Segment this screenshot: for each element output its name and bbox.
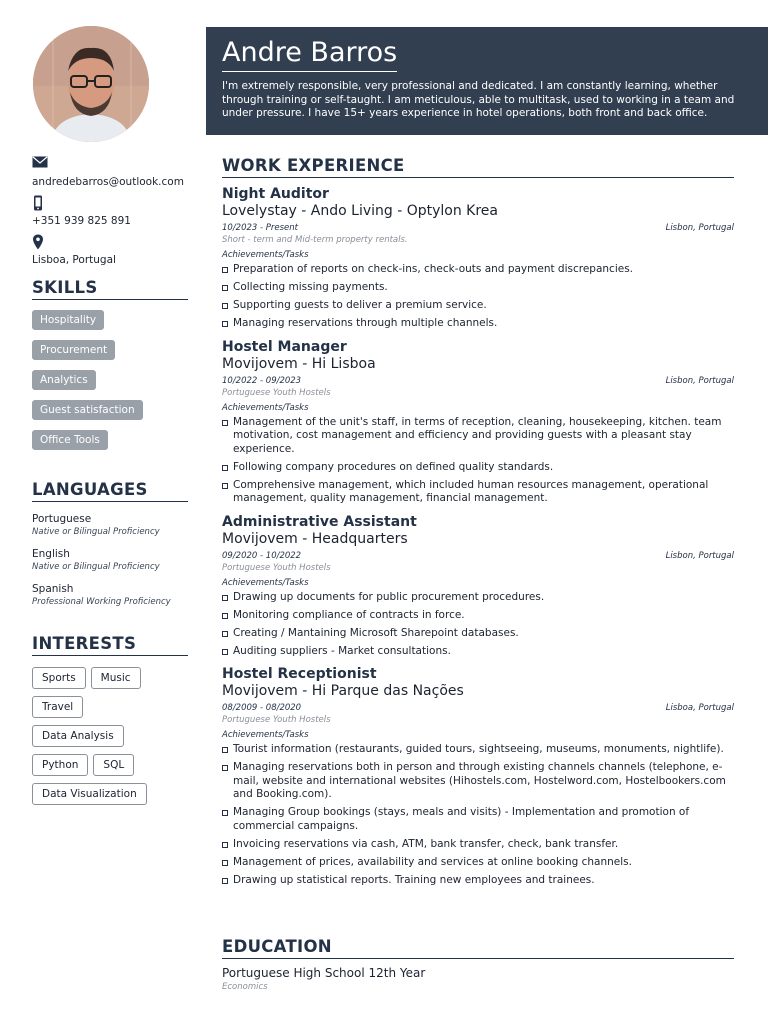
task-item: Managing reservations both in person and through existing channels channels (telephone, e-mail, website and international websites (Hihostels.com, Hostelword.com, Hostelbookers.com and Booking.com). xyxy=(222,761,734,802)
job-entry xyxy=(222,666,734,887)
job-meta xyxy=(222,375,734,387)
skill-pill: Office Tools xyxy=(32,430,108,450)
skill-pill: Guest satisfaction xyxy=(32,400,143,420)
job-description: Portuguese Youth Hostels xyxy=(222,387,331,398)
sidebar xyxy=(32,26,188,811)
languages-heading: LANGUAGES xyxy=(32,480,188,502)
job-meta xyxy=(222,702,734,714)
job-location: Lisboa, Portugal xyxy=(665,703,734,713)
contact-phone xyxy=(32,195,188,228)
job-title: Hostel Receptionist xyxy=(222,666,377,682)
task-item: Management of the unit's staff, in terms of reception, cleaning, housekeeping, kitchen. team motivation, cost management and efficiency and providing guests with a pleasant stay experience. xyxy=(222,416,734,457)
interest-pill: SQL xyxy=(93,754,134,776)
job-company: Movijovem - Headquarters xyxy=(222,530,408,547)
job-meta xyxy=(222,222,734,234)
interest-pill: Sports xyxy=(32,667,86,689)
education-field: Economics xyxy=(222,982,268,992)
job-dates: 09/2020 - 10/2022 xyxy=(222,550,302,561)
phone-icon xyxy=(32,195,188,211)
task-item: Tourist information (restaurants, guided tours, sightseeing, museums, monuments, nightlife). xyxy=(222,743,734,757)
job-company: Movijovem - Hi Lisboa xyxy=(222,355,376,372)
task-list xyxy=(222,416,734,506)
job-location: Lisbon, Portugal xyxy=(665,375,734,386)
job-company: Movijovem - Hi Parque das Nações xyxy=(222,683,464,699)
task-item: Managing Group bookings (stays, meals and visits) - Implementation and promotion of commercial campaigns. xyxy=(222,806,734,833)
interest-pill: Data Analysis xyxy=(32,725,124,747)
candidate-name: Andre Barros xyxy=(222,37,397,72)
language-level: Native or Bilingual Proficiency xyxy=(32,562,160,572)
interests-list xyxy=(32,666,192,811)
task-item: Supporting guests to deliver a premium service. xyxy=(222,299,734,313)
task-item: Monitoring compliance of contracts in force. xyxy=(222,609,734,623)
task-item: Following company procedures on defined quality standards. xyxy=(222,461,734,475)
task-list xyxy=(222,743,734,887)
job-company: Lovelystay - Ando Living - Optylon Krea xyxy=(222,203,499,219)
task-item: Managing reservations through multiple channels. xyxy=(222,317,734,331)
achievements-label: Achievements/Tasks xyxy=(222,730,309,740)
language-level: Professional Working Proficiency xyxy=(32,597,171,607)
education-heading: EDUCATION xyxy=(222,937,734,959)
header-banner xyxy=(206,27,768,135)
task-item: Invoicing reservations via cash, ATM, bank transfer, check, bank transfer. xyxy=(222,838,734,852)
job-entry xyxy=(222,514,734,659)
interest-pill: Travel xyxy=(32,696,83,718)
skills-section xyxy=(32,278,188,450)
education-section xyxy=(222,937,734,993)
job-location: Lisbon, Portugal xyxy=(665,550,734,561)
job-description: Portuguese Youth Hostels xyxy=(222,562,331,573)
task-item: Drawing up statistical reports. Training new employees and trainees. xyxy=(222,874,734,888)
job-dates: 10/2023 - Present xyxy=(222,223,299,233)
job-location: Lisbon, Portugal xyxy=(665,223,734,233)
task-item: Collecting missing payments. xyxy=(222,281,734,295)
language-item xyxy=(32,547,188,573)
contact-location xyxy=(32,234,188,267)
skill-pill: Analytics xyxy=(32,370,96,390)
work-experience-section xyxy=(222,156,734,892)
work-experience-heading: WORK EXPERIENCE xyxy=(222,156,734,178)
job-description: Short - term and Mid-term property rentals. xyxy=(222,235,408,245)
task-item: Management of prices, availability and services at online booking channels. xyxy=(222,856,734,870)
education-school: Portuguese High School 12th Year xyxy=(222,966,426,980)
skill-pill: Procurement xyxy=(32,340,115,360)
task-item: Creating / Mantaining Microsoft Sharepoint databases. xyxy=(222,627,734,641)
profile-photo-image xyxy=(33,26,149,142)
profile-summary: I'm extremely responsible, very professional and dedicated. I am constantly learning, whether through training or self-taught. I am meticulous, able to multitask, used to working in a team and under pressure. I have 15+ years experience in hotel operations, both front and back office. xyxy=(222,80,735,119)
job-description: Portuguese Youth Hostels xyxy=(222,715,331,725)
task-item: Drawing up documents for public procurement procedures. xyxy=(222,591,734,605)
skills-list xyxy=(32,310,188,450)
job-entry xyxy=(222,186,734,331)
language-item xyxy=(32,582,188,608)
skill-pill: Hospitality xyxy=(32,310,104,330)
achievements-label: Achievements/Tasks xyxy=(222,250,309,260)
task-item: Auditing suppliers - Market consultations. xyxy=(222,645,734,659)
task-list xyxy=(222,263,734,331)
task-item: Preparation of reports on check-ins, check-outs and payment discrepancies. xyxy=(222,263,734,277)
location-text: Lisboa, Portugal xyxy=(32,254,116,266)
job-dates: 08/2009 - 08/2020 xyxy=(222,703,302,713)
job-title: Night Auditor xyxy=(222,186,329,202)
language-item xyxy=(32,512,188,538)
skills-heading: SKILLS xyxy=(32,278,188,300)
interest-pill: Python xyxy=(32,754,88,776)
contact-email xyxy=(32,156,188,189)
task-list xyxy=(222,591,734,659)
map-pin-icon xyxy=(32,234,188,250)
language-name: Spanish xyxy=(32,583,74,595)
job-title: Administrative Assistant xyxy=(222,513,417,530)
contact-section xyxy=(32,156,188,267)
language-name: English xyxy=(32,548,70,560)
achievements-label: Achievements/Tasks xyxy=(222,402,309,413)
email-text[interactable]: andredebarros@outlook.com xyxy=(32,176,184,188)
job-dates: 10/2022 - 09/2023 xyxy=(222,375,302,386)
languages-section xyxy=(32,480,188,608)
task-item: Comprehensive management, which included human resources management, operational management, quality management, financial management. xyxy=(222,479,734,506)
interests-section xyxy=(32,634,188,811)
achievements-label: Achievements/Tasks xyxy=(222,577,309,588)
language-level: Native or Bilingual Proficiency xyxy=(32,527,160,537)
envelope-icon xyxy=(32,156,188,172)
language-name: Portuguese xyxy=(32,513,92,525)
interest-pill: Data Visualization xyxy=(32,783,147,805)
job-title: Hostel Manager xyxy=(222,338,347,355)
job-entry xyxy=(222,339,734,506)
interests-heading: INTERESTS xyxy=(32,634,188,656)
job-meta xyxy=(222,550,734,562)
phone-text[interactable]: +351 939 825 891 xyxy=(32,215,131,227)
profile-photo xyxy=(33,26,149,142)
interest-pill: Music xyxy=(91,667,141,689)
